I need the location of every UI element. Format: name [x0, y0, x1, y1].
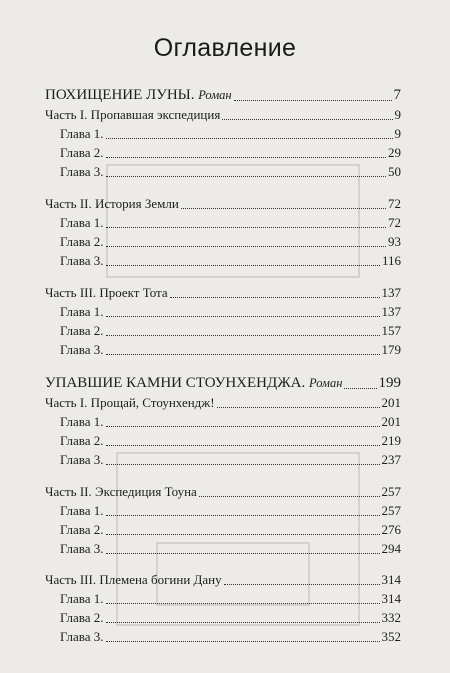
dot-leader — [106, 534, 380, 535]
toc-page-number: 157 — [381, 323, 401, 338]
toc-novel-title: ПОХИЩЕНИЕ ЛУНЫ. Роман — [45, 87, 232, 103]
dot-leader — [106, 641, 380, 642]
toc-page-number: 50 — [388, 164, 401, 179]
toc-page-number: 201 — [381, 395, 401, 410]
toc-page-number: 72 — [388, 196, 401, 211]
toc-part-label: Часть III. Проект Тота — [45, 285, 168, 300]
toc-chapter-row — [60, 215, 401, 231]
toc-novel-row — [45, 375, 401, 392]
toc-chapter-row — [60, 591, 401, 607]
toc-chapter-row — [60, 145, 401, 161]
toc-page-number: 9 — [394, 126, 401, 141]
toc-page-number: 314 — [381, 591, 401, 606]
toc-chapter-row — [60, 503, 401, 519]
toc-part-label: Часть I. Прощай, Стоунхендж! — [45, 395, 215, 410]
toc-chapter-row — [60, 541, 401, 557]
toc-part-row — [45, 484, 401, 500]
toc-chapter-row — [60, 126, 401, 142]
dot-leader — [224, 584, 380, 585]
toc-page-number: 9 — [394, 107, 401, 122]
toc-chapter-label: Глава 3. — [60, 541, 104, 556]
toc-part-row — [45, 572, 401, 588]
toc-page-number: 352 — [381, 629, 401, 644]
toc-chapter-label: Глава 3. — [60, 164, 104, 179]
toc-chapter-label: Глава 2. — [60, 145, 104, 160]
toc-chapter-label: Глава 3. — [60, 342, 104, 357]
toc-chapter-row — [60, 323, 401, 339]
dot-leader — [106, 157, 386, 158]
dot-leader — [106, 515, 380, 516]
toc-page-number: 257 — [381, 484, 401, 499]
toc-page-number: 199 — [378, 375, 401, 391]
toc-chapter-row — [60, 304, 401, 320]
toc-page-number: 93 — [388, 234, 401, 249]
toc-page-number: 179 — [381, 342, 401, 357]
toc-page-number: 7 — [393, 87, 401, 103]
toc-chapter-row — [60, 414, 401, 430]
toc-chapter-row — [60, 164, 401, 180]
toc-chapter-label: Глава 3. — [60, 253, 104, 268]
toc-page-number: 137 — [381, 285, 401, 300]
dot-leader — [106, 445, 380, 446]
dot-leader — [106, 622, 380, 623]
dot-leader — [106, 426, 380, 427]
toc-chapter-row — [60, 342, 401, 358]
toc-chapter-label: Глава 2. — [60, 323, 104, 338]
dot-leader — [106, 316, 380, 317]
toc-part-label: Часть III. Племена богини Дану — [45, 572, 222, 587]
toc-chapter-label: Глава 1. — [60, 215, 104, 230]
toc-part-row — [45, 107, 401, 123]
dot-leader — [234, 100, 392, 101]
toc-page-number: 201 — [381, 414, 401, 429]
toc-part-label: Часть II. Экспедиция Тоуна — [45, 484, 197, 499]
toc-page-number: 276 — [381, 522, 401, 537]
toc-chapter-row — [60, 610, 401, 626]
toc-page-number: 294 — [381, 541, 401, 556]
toc-page-number: 314 — [381, 572, 401, 587]
toc-part-row — [45, 196, 401, 212]
dot-leader — [199, 496, 380, 497]
dot-leader — [106, 265, 380, 266]
toc-chapter-label: Глава 3. — [60, 452, 104, 467]
toc-chapter-row — [60, 452, 401, 468]
toc-chapter-row — [60, 253, 401, 269]
toc-page-number: 29 — [388, 145, 401, 160]
dot-leader — [106, 553, 380, 554]
toc-chapter-row — [60, 629, 401, 645]
toc-chapter-row — [60, 433, 401, 449]
toc-chapter-label: Глава 1. — [60, 304, 104, 319]
toc-chapter-label: Глава 1. — [60, 126, 104, 141]
toc-chapter-label: Глава 2. — [60, 234, 104, 249]
dot-leader — [106, 246, 386, 247]
toc-chapter-row — [60, 234, 401, 250]
dot-leader — [170, 297, 380, 298]
toc-page-number: 72 — [388, 215, 401, 230]
toc-chapter-label: Глава 2. — [60, 522, 104, 537]
toc-part-row — [45, 395, 401, 411]
toc-page-number: 332 — [381, 610, 401, 625]
toc-page-number: 116 — [381, 253, 401, 268]
toc-chapter-label: Глава 1. — [60, 503, 104, 518]
toc-page-number: 137 — [381, 304, 401, 319]
dot-leader — [106, 227, 386, 228]
toc-chapter-label: Глава 2. — [60, 610, 104, 625]
toc-part-label: Часть II. История Земли — [45, 196, 179, 211]
dot-leader — [106, 335, 380, 336]
dot-leader — [181, 208, 386, 209]
toc-chapter-label: Глава 3. — [60, 629, 104, 644]
dot-leader — [222, 119, 392, 120]
toc-chapter-label: Глава 1. — [60, 414, 104, 429]
dot-leader — [217, 407, 380, 408]
toc-page-number: 257 — [381, 503, 401, 518]
dot-leader — [106, 176, 386, 177]
dot-leader — [106, 603, 380, 604]
toc-novel-title: УПАВШИЕ КАМНИ СТОУНХЕНДЖА. Роман — [45, 375, 343, 391]
toc-chapter-label: Глава 1. — [60, 591, 104, 606]
dot-leader — [344, 388, 376, 389]
page-title: Оглавление — [153, 34, 297, 62]
toc-page-number: 219 — [381, 433, 401, 448]
toc-chapter-row — [60, 522, 401, 538]
dot-leader — [106, 464, 380, 465]
toc-part-row — [45, 285, 401, 301]
toc-part-label: Часть I. Пропавшая экспедиция — [45, 107, 221, 122]
dot-leader — [106, 354, 380, 355]
dot-leader — [106, 138, 393, 139]
toc-page-number: 237 — [381, 452, 401, 467]
toc-chapter-label: Глава 2. — [60, 433, 104, 448]
toc-novel-row — [45, 87, 401, 104]
